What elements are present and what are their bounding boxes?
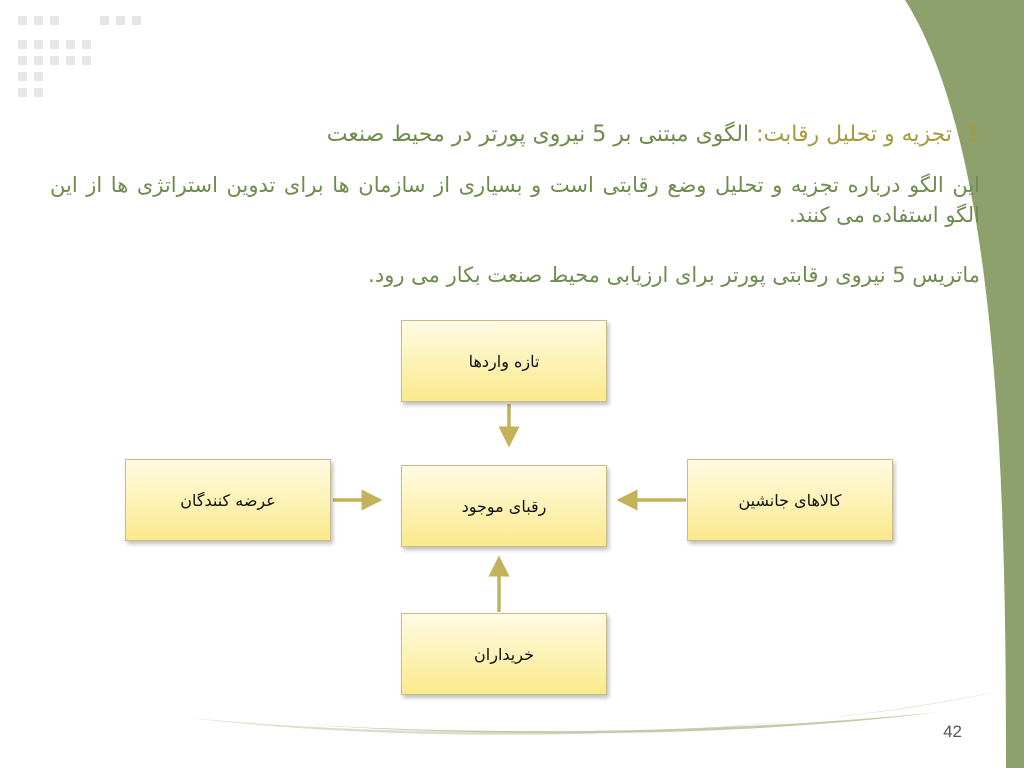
box-buyers-label: خریداران: [474, 644, 534, 664]
heading-rest: الگوی مبتنی بر 5 نیروی پورتر در محیط صنعت: [326, 122, 750, 147]
paragraph-1: این الگو درباره تجزیه و تحلیل وضع رقابتی است و بسیاری از سازمان ها برای تدوین استراتژی ها از این الگو استفاده می کنند.: [50, 173, 980, 227]
heading-number: 1.: [959, 122, 980, 147]
box-new-entrants-label: تازه واردها: [468, 351, 540, 371]
box-substitutes-label: کالاهای جانشین: [738, 490, 842, 510]
box-new-entrants: [401, 320, 607, 402]
paragraph-2: ماتریس 5 نیروی رقابتی پورتر برای ارزیابی محیط صنعت بکار می رود.: [368, 263, 980, 287]
box-suppliers-label: عرضه کنندگان: [180, 490, 276, 510]
heading-topic: تجزیه و تحلیل رقابت:: [756, 122, 952, 147]
box-suppliers: [125, 459, 331, 541]
page-number: 42: [943, 722, 962, 741]
box-buyers: [401, 613, 607, 695]
box-existing-rivals: [401, 465, 607, 547]
box-existing-rivals-label: رقبای موجود: [461, 496, 547, 516]
box-substitutes: [687, 459, 893, 541]
